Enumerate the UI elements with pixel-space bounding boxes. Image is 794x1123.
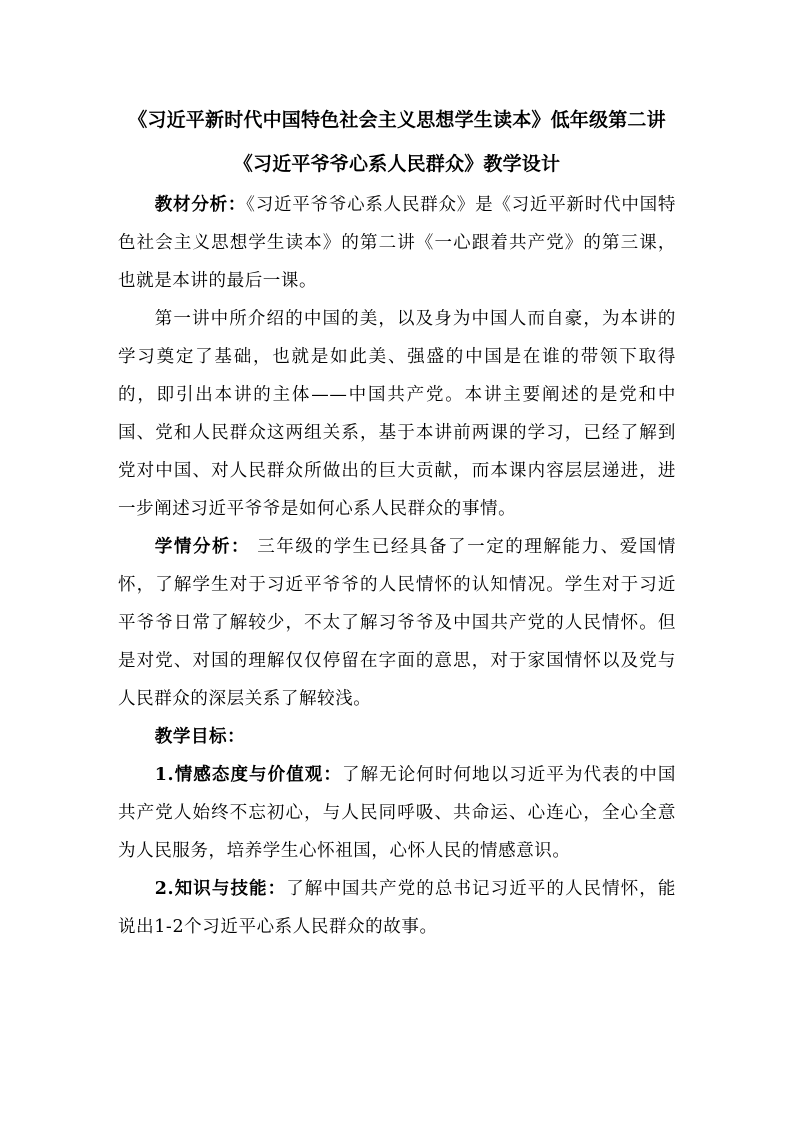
- paragraph-textbook-analysis: [118, 186, 676, 300]
- paragraph-lead: 教学目标：: [154, 727, 246, 747]
- paragraph-background: [118, 300, 676, 528]
- paragraph-student-analysis: [118, 528, 676, 718]
- paragraph-text: 了解无论何时何地以习近平为代表的中国共产党人始终不忘初心，与人民同呼吸、共命运、心连心，全心全意为人民服务，培养学生心怀祖国，心怀人民的情感意识。: [118, 765, 676, 861]
- paragraph-text: 了解中国共产党的总书记习近平的人民情怀，能说出1-2个习近平心系人民群众的故事。: [118, 879, 676, 937]
- paragraph-text: 《习近平爷爷心系人民群众》是《习近平新时代中国特色社会主义思想学生读本》的第二讲《一心跟着共产党》的第三课，也就是本讲的最后一课。: [118, 195, 677, 291]
- paragraph-text: 三年级的学生已经具备了一定的理解能力、爱国情怀，了解学生对于习近平爷爷的人民情怀的认知情况。学生对于习近平爷爷日常了解较少，不太了解习爷爷及中国共产党的人民情怀。但是对党、对国的理解仅仅停留在字面的意思，对于家国情怀以及党与人民群众的深层关系了解较浅。: [118, 537, 676, 709]
- paragraph-goal-emotion: [118, 756, 676, 870]
- paragraph-goal-knowledge: [118, 870, 676, 946]
- paragraph-lead: 1.情感态度与价值观：: [154, 765, 342, 785]
- document-title-line1: 《习近平新时代中国特色社会主义思想学生读本》低年级第二讲: [128, 109, 666, 131]
- paragraph-text: 第一讲中所介绍的中国的美，以及身为中国人而自豪，为本讲的学习奠定了基础，也就是如此美、强盛的中国是在谁的带领下取得的，即引出本讲的主体——中国共产党。本讲主要阐述的是党和中国、党和人民群众这两组关系，基于本讲前两课的学习，已经了解到党对中国、对人民群众所做出的巨大贡献，而本课内容层层递进，进一步阐述习近平爷爷是如何心系人民群众的事情。: [118, 309, 676, 519]
- paragraph-lead: 教材分析：: [154, 195, 247, 215]
- paragraph-lead: 2.知识与技能：: [154, 879, 287, 899]
- paragraph-teaching-goals-heading: [118, 718, 676, 756]
- document-title-line2: 《习近平爷爷心系人民群众》教学设计: [233, 153, 561, 175]
- paragraph-lead: 学情分析：: [154, 537, 251, 557]
